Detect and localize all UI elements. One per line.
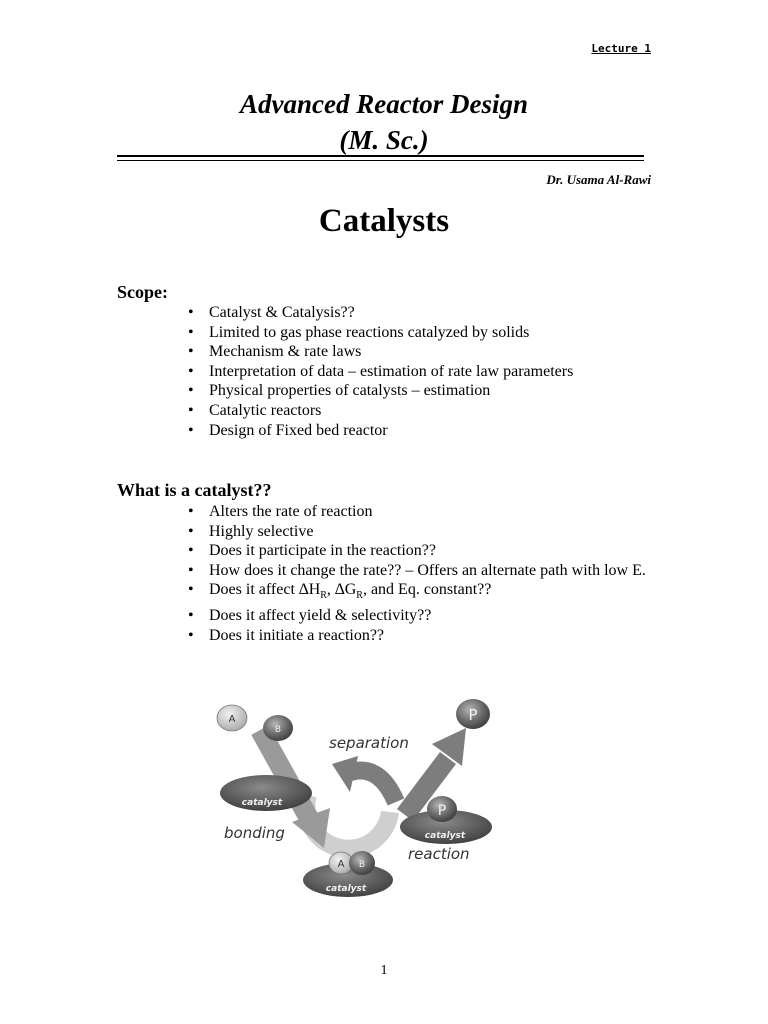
svg-text:B: B	[274, 725, 282, 735]
page-heading: Catalysts	[318, 203, 450, 239]
list-item: • Catalyst & Catalysis??	[188, 303, 658, 323]
svg-text:catalyst: catalyst	[424, 831, 466, 841]
title-rule-thick	[117, 155, 644, 157]
list-item-thermo: • Does it affect $\Delta H_R$, $\Delta G_R$, and Eq. constant??	[188, 580, 658, 606]
doc-title: Advanced Reactor Design	[240, 89, 528, 119]
svg-text:P: P	[468, 706, 478, 724]
svg-text:A: A	[337, 859, 345, 870]
list-item: • Physical properties of catalysts – estimation	[188, 381, 658, 401]
svg-text:P: P	[437, 803, 447, 819]
title-rule-thin	[117, 160, 644, 161]
what-heading: What is a catalyst??	[117, 480, 272, 500]
list-item: • Interpretation of data – estimation of rate law parameters	[188, 362, 658, 382]
list-item: • Mechanism & rate laws	[188, 342, 658, 362]
scope-list	[188, 303, 658, 440]
list-item: • Does it affect yield & selectivity??	[188, 606, 658, 626]
lecture-tag: Lecture 1	[591, 42, 651, 55]
scope-heading: Scope:	[117, 282, 168, 302]
list-item: • Design of Fixed bed reactor	[188, 421, 658, 441]
list-item: • How does it change the rate?? – Offers an alternate path with low E.	[188, 561, 658, 581]
catalytic-cycle-diagram	[200, 690, 510, 905]
author: Dr. Usama Al-Rawi	[546, 172, 651, 187]
list-item: • Alters the rate of reaction	[188, 502, 658, 522]
svg-text:catalyst: catalyst	[241, 798, 283, 808]
doc-subtitle: (M. Sc.)	[339, 125, 429, 155]
page-number: 1	[380, 963, 388, 978]
svg-text:A: A	[228, 714, 236, 725]
list-item: • Limited to gas phase reactions catalyzed by solids	[188, 323, 658, 343]
label-bonding: bonding	[224, 824, 285, 842]
list-item: • Does it participate in the reaction??	[188, 541, 658, 561]
list-item: • Highly selective	[188, 522, 658, 542]
label-separation: separation	[329, 734, 409, 752]
list-item: • Does it initiate a reaction??	[188, 626, 658, 646]
label-reaction: reaction	[408, 845, 470, 863]
svg-text:catalyst: catalyst	[325, 884, 367, 894]
list-item: • Catalytic reactors	[188, 401, 658, 421]
svg-text:B: B	[358, 860, 366, 870]
what-list	[188, 502, 658, 645]
